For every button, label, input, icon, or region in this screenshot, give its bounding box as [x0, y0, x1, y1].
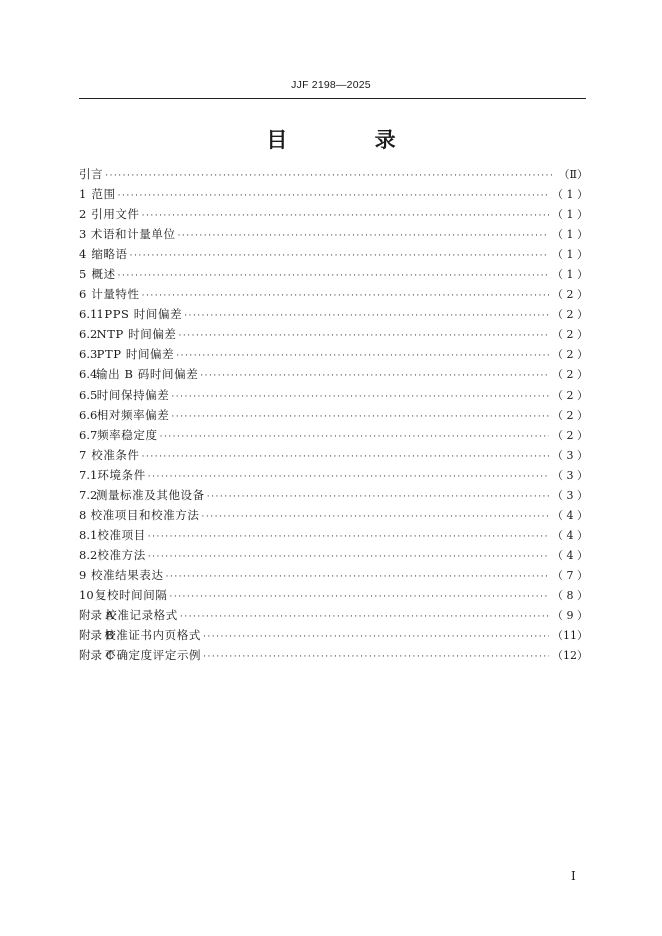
toc-leader-dots [203, 627, 549, 647]
toc-entry-page: （ 9 ） [552, 609, 588, 623]
toc-leader-dots [148, 467, 549, 487]
toc-entry-label: 缩略语 [91, 247, 128, 262]
toc-entry-page: （ 2 ） [552, 368, 588, 382]
toc-entry-number: 6.4 [79, 367, 98, 382]
toc-leader-dots [203, 647, 549, 667]
toc-entry[interactable] [79, 445, 588, 465]
toc-entry[interactable] [79, 625, 588, 645]
toc-leader-dots [160, 427, 549, 447]
toc-entry-page: （11） [552, 629, 588, 643]
toc-entry-number: 8.2 [79, 547, 98, 562]
toc-entry-page: （ 2 ） [552, 308, 588, 322]
toc-entry-label: 计量特性 [91, 287, 140, 302]
toc-entry-label: 校准记录格式 [105, 608, 178, 623]
toc-entry[interactable] [79, 605, 588, 625]
toc-entry[interactable] [79, 545, 588, 565]
toc-entry-number: 6.7 [79, 427, 98, 442]
toc-entry-page: （ 3 ） [552, 448, 588, 462]
toc-entry-page: （ 4 ） [552, 508, 588, 522]
toc-entry-label: PTP 时间偏差 [96, 347, 175, 362]
toc-entry-label: 校准结果表达 [90, 567, 164, 582]
toc-entry-page: （Ⅱ） [558, 168, 588, 181]
toc-leader-dots [169, 587, 549, 607]
toc-entry-page: （ 2 ） [552, 328, 588, 342]
toc-entry-label: 环境条件 [97, 467, 146, 482]
toc-entry[interactable] [79, 224, 588, 244]
toc-entry-label: 概述 [91, 267, 116, 282]
toc-entry-label: 引用文件 [91, 207, 140, 222]
table-of-contents [79, 164, 588, 665]
toc-entry-page: （ 3 ） [552, 468, 588, 482]
toc-entry-label: 测量标准及其他设备 [95, 487, 205, 502]
toc-entry-number: 7.2 [79, 487, 98, 502]
toc-entry-number: 8.1 [79, 527, 98, 542]
toc-entry-number: 附录 C [79, 648, 115, 663]
toc-entry-page: （ 1 ） [552, 248, 588, 262]
toc-entry-number: 7 [79, 447, 87, 462]
toc-entry-label: 引言 [79, 167, 104, 181]
toc-entry-label: 输出 B 码时间偏差 [96, 367, 199, 382]
toc-entry-page: （ 1 ） [552, 268, 588, 282]
toc-entry-page: （ 1 ） [552, 228, 588, 242]
document-code: JJF 2198—2025 [291, 79, 371, 91]
toc-leader-dots [118, 266, 549, 286]
toc-entry-number: 6.2 [79, 327, 98, 342]
toc-entry-number: 5 [79, 267, 87, 282]
toc-entry-label: 校准项目 [97, 527, 146, 542]
toc-leader-dots [130, 246, 549, 266]
toc-entry-number: 2 [79, 207, 87, 222]
toc-entry-page: （ 2 ） [552, 428, 588, 442]
toc-entry-number: 9 [79, 567, 87, 582]
toc-entry-page: （12） [552, 649, 588, 663]
toc-entry-label: 频率稳定度 [97, 427, 158, 442]
toc-leader-dots [171, 407, 549, 427]
toc-entry[interactable] [79, 465, 588, 485]
toc-entry-number: 附录 A [79, 608, 114, 623]
toc-entry-number: 附录 B [79, 628, 115, 643]
toc-entry-label: 校准证书内页格式 [104, 628, 201, 643]
toc-entry[interactable] [79, 284, 588, 304]
header-divider [79, 98, 586, 99]
toc-entry-label: NTP 时间偏差 [96, 327, 177, 342]
toc-title: 目 录 [266, 128, 436, 152]
toc-entry-label: 时间保持偏差 [96, 387, 170, 402]
toc-entry-label: 范围 [91, 187, 116, 202]
toc-entry-label: 校准条件 [91, 447, 140, 462]
toc-leader-dots [179, 326, 549, 346]
toc-entry-number: 3 [79, 227, 87, 242]
toc-entry-page: （ 7 ） [552, 568, 588, 582]
toc-entry-label: 不确定度评定示例 [104, 648, 202, 663]
toc-entry-page: （ 4 ） [552, 548, 588, 562]
toc-entry[interactable] [79, 645, 588, 665]
toc-entry-page: （ 3 ） [552, 488, 588, 502]
toc-leader-dots [180, 607, 549, 627]
toc-entry[interactable] [79, 204, 588, 224]
toc-entry[interactable] [79, 585, 588, 605]
toc-entry[interactable] [79, 405, 588, 425]
toc-entry-number: 4 [79, 247, 87, 262]
toc-entry[interactable] [79, 505, 588, 525]
toc-entry[interactable] [79, 264, 588, 284]
toc-entry-number: 6.6 [79, 407, 98, 422]
toc-leader-dots [142, 447, 549, 467]
toc-entry[interactable] [79, 565, 588, 585]
toc-entry-page: （ 8 ） [552, 588, 588, 602]
toc-entry[interactable] [79, 344, 588, 364]
toc-entry-label: 相对频率偏差 [96, 407, 170, 422]
toc-entry-page: （ 2 ） [552, 348, 588, 362]
toc-entry[interactable] [79, 525, 588, 545]
toc-leader-dots [184, 306, 549, 326]
toc-entry-page: （ 2 ） [552, 288, 588, 302]
toc-entry[interactable] [79, 385, 588, 405]
toc-entry[interactable] [79, 304, 588, 324]
toc-leader-dots [176, 346, 549, 366]
toc-entry-number: 1 [79, 187, 87, 202]
toc-leader-dots [142, 286, 549, 306]
toc-entry-label: 1PPS 时间偏差 [96, 307, 183, 322]
toc-leader-dots [105, 166, 553, 186]
toc-entry-label: 校准方法 [97, 547, 146, 562]
toc-leader-dots [178, 226, 549, 246]
toc-entry-page: （ 4 ） [552, 528, 588, 542]
toc-entry[interactable] [79, 425, 588, 445]
toc-entry-page: （ 2 ） [552, 388, 588, 402]
toc-entry-label: 复校时间间隔 [94, 587, 168, 602]
toc-leader-dots [148, 527, 549, 547]
page-number: Ⅰ [571, 869, 576, 883]
toc-entry-label: 术语和计量单位 [90, 227, 176, 242]
toc-entry[interactable] [79, 244, 588, 264]
toc-entry-number: 6.3 [79, 347, 98, 362]
toc-leader-dots [148, 547, 549, 567]
toc-entry-number: 10 [79, 587, 94, 602]
toc-entry-number: 6 [79, 287, 87, 302]
toc-entry[interactable] [79, 324, 588, 344]
toc-leader-dots [171, 387, 549, 407]
toc-entry-page: （ 2 ） [552, 408, 588, 422]
toc-leader-dots [142, 206, 549, 226]
toc-entry-label: 校准项目和校准方法 [90, 507, 200, 522]
toc-leader-dots [166, 567, 549, 587]
toc-entry[interactable] [79, 364, 588, 384]
toc-entry-page: （ 1 ） [552, 188, 588, 202]
toc-entry-number: 8 [79, 507, 87, 522]
toc-leader-dots [200, 366, 549, 386]
toc-entry-page: （ 1 ） [552, 208, 588, 222]
toc-leader-dots [118, 186, 549, 206]
toc-entry-number: 7.1 [79, 467, 98, 482]
toc-entry-number: 6.1 [79, 307, 98, 322]
toc-entry[interactable] [79, 164, 588, 184]
toc-entry-number: 6.5 [79, 387, 98, 402]
toc-entry[interactable] [79, 184, 588, 204]
toc-leader-dots [207, 487, 549, 507]
toc-leader-dots [202, 507, 549, 527]
toc-entry[interactable] [79, 485, 588, 505]
